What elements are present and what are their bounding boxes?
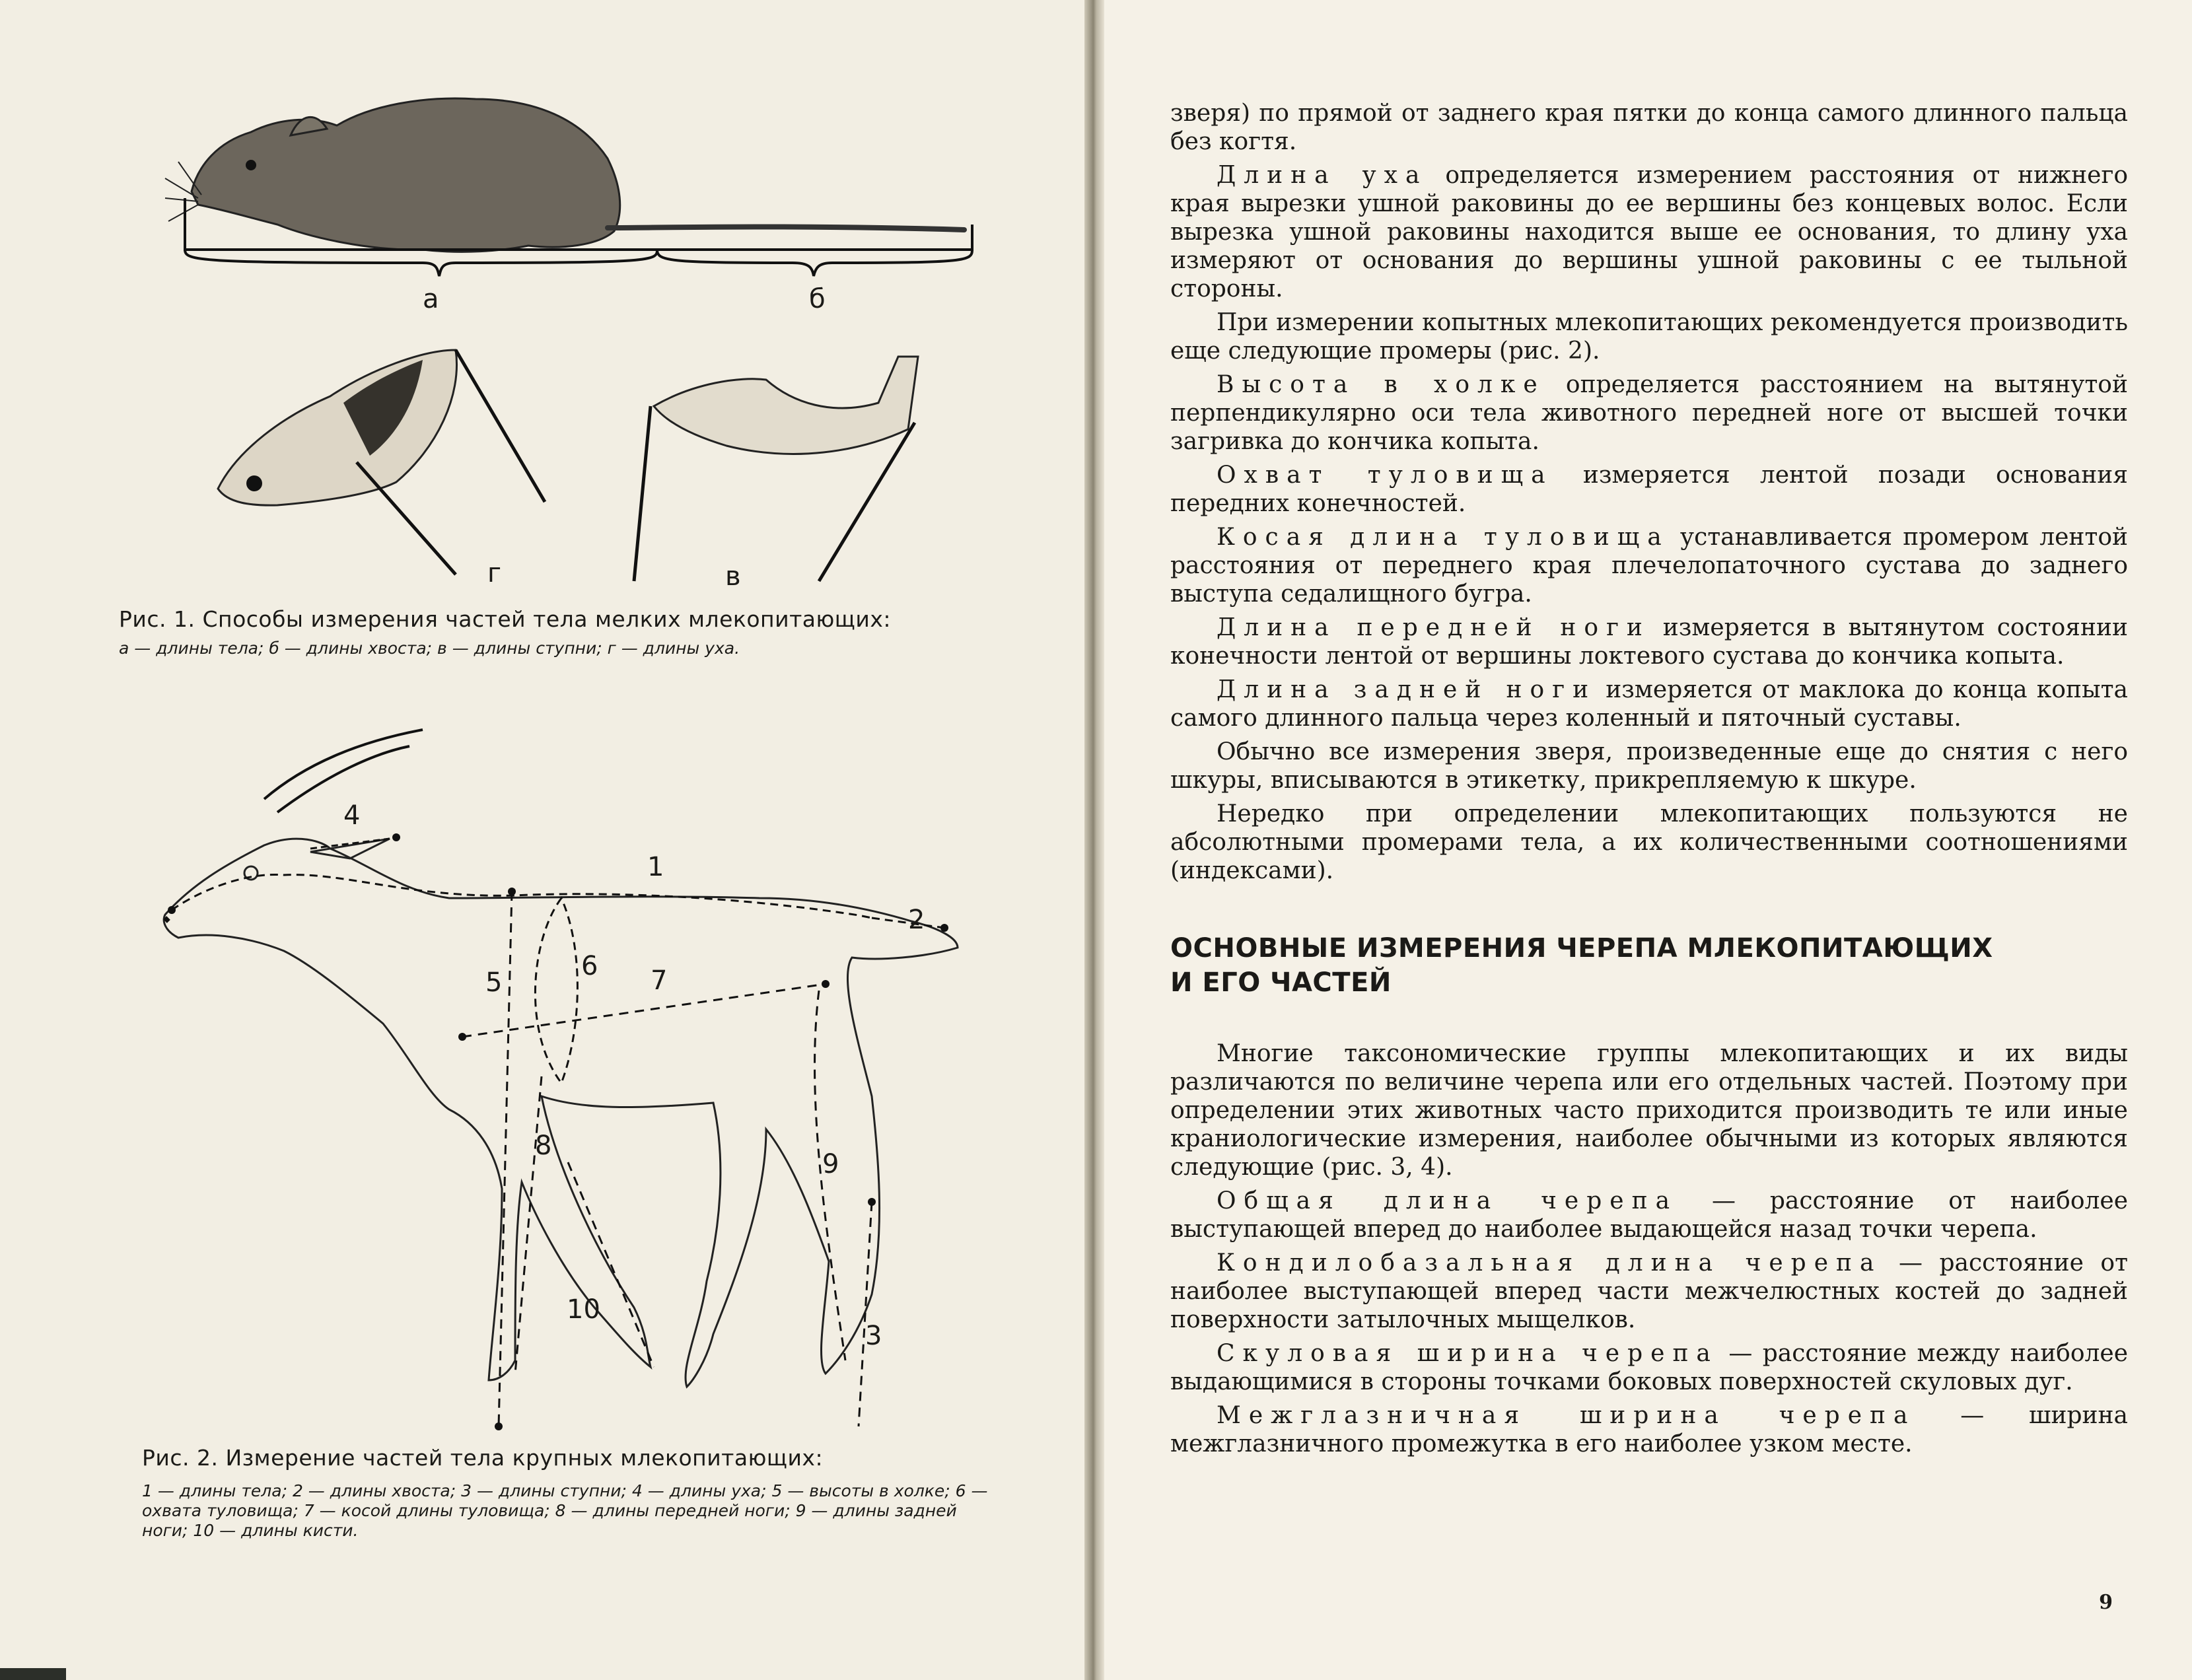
figure1-legend: а — длины тела; б — длины хвоста; в — длины ступни; г — длины уха. [119,639,740,658]
measure-5-label: 5 [485,967,503,998]
book-gutter [1084,0,1104,1680]
paragraph-withers-height: Высота в холке определяется расстоянием на вытянутой перпендикулярно оси тела животного передней ноге от высшей точки загривка до кончика копыта. [1170,371,2128,455]
term-interorbital-width: Межглазничная ширина черепа [1217,1402,1916,1429]
label-v: в [725,561,741,592]
measure-9-label: 9 [822,1149,839,1179]
section-heading: ОСНОВНЫЕ ИЗМЕРЕНИЯ ЧЕРЕПА МЛЕКОПИТАЮЩИХ И ЕГО ЧАСТЕЙ [1170,933,1993,998]
measure-6-label: 6 [581,951,598,981]
label-b: б [809,284,826,314]
paragraph-indices: Нередко при определении млекопитающих пользуются не абсолютными промерами тела, а их количественными соотношениями (индексами). [1170,800,2128,884]
measure-1-label: 1 [647,852,664,882]
term-condylobasal-length: Кондилобазальная длина черепа [1217,1249,1882,1277]
figure1-caption [119,606,1030,658]
term-oblique-length: Косая длина туловища [1217,524,1670,551]
book-edge [0,1668,66,1680]
measure-10-label: 10 [567,1294,600,1325]
paragraph-hindleg-length: Длина задней ноги измеряется от маклока до конца копыта самого длинного пальца через коленный и пяточный суставы. [1170,676,2129,732]
paragraph-oblique-length: Косая длина туловища устанавливается промером лентой расстояния от переднего края плечелопаточного сустава до заднего выступа седалищного бугра. [1170,524,2129,608]
measure-3-label: 3 [865,1321,882,1351]
term-zygomatic-width: Скуловая ширина черепа [1217,1340,1718,1367]
term-girth: Охват туловища [1217,462,1553,489]
measure-7-label: 7 [651,965,668,996]
paragraph-interorbital-width: Межглазничная ширина черепа — ширина межглазничного промежутка в его наиболее узком месте. [1170,1402,2128,1457]
paragraph-condylobasal-length: Кондилобазальная длина черепа — расстояние от наиболее выступающей вперед части межчелюстных костей до задней поверхности затылочных мыщелков. [1170,1249,2128,1333]
paragraph-ungulates: При измерении копытных млекопитающих рекомендуется производить еще следующие промеры (рис. 2). [1170,309,2128,365]
rat-illustration [0,0,1084,343]
term-total-skull-length: Общая длина черепа [1217,1187,1678,1214]
ear-and-foot-illustration [0,330,1084,608]
paragraph-labels: Обычно все измерения зверя, произведенные еще до снятия с него шкуры, вписываются в этикетку, прикрепляемую к шкуре. [1170,738,2128,794]
paragraph-ear-length: Длина уха определяется измерением расстояния от нижнего края вырезки ушной раковины до ее вершины без концевых волос. Если вырезка ушной раковины находится выше ее основания, то длину уха измеряют от основания до вершины ушной раковины с ее тыльной стороны. [1170,162,2128,302]
paragraph-1: зверя) по прямой от заднего края пятки до конца самого длинного пальца без когтя. [1170,100,2128,155]
figure2-legend: 1 — длины тела; 2 — длины хвоста; 3 — длины ступни; 4 — длины уха; 5 — высоты в холке; 6 — охвата туловища; 7 — косой длины туловища; 8 — длины передней ноги; 9 — длины задней ноги; 10 — длины кисти. [142,1481,988,1540]
figure1-title: Рис. 1. Способы измерения частей тела мелких млекопитающих: [119,606,891,632]
paragraph-foreleg-length: Длина передней ноги измеряется в вытянутом состоянии конечности лентой от вершины локтевого сустава до кончика копыта. [1170,614,2129,670]
figure2-title: Рис. 2. Измерение частей тела крупных млекопитающих: [142,1445,824,1471]
left-page [0,0,1084,1680]
body-text [1170,99,2128,1463]
label-a: а [423,284,439,314]
term-foreleg-length: Длина передней ноги [1217,614,1650,641]
paragraph-skull-intro: Многие таксономические группы млекопитающих и их виды различаются по величине черепа или его отдельных частей. Поэтому при определении этих животных часто приходится производить те или иные краниологические измерения, наиболее обычными из которых являются следующие (рис. 3, 4). [1170,1040,2128,1181]
paragraph-girth: Охват туловища измеряется лентой позади основания передних конечностей. [1170,462,2128,517]
measure-4-label: 4 [343,800,361,831]
paragraph-zygomatic-width: Скуловая ширина черепа — расстояние между наиболее выдающимися в стороны точками боковых поверхностей скуловых дуг. [1170,1340,2129,1395]
antelope-illustration [0,700,1084,1426]
measure-8-label: 8 [535,1131,552,1161]
term-hindleg-length: Длина задней ноги [1217,676,1597,703]
term-ear-length: Длина уха [1217,162,1428,189]
figure2-caption [142,1445,1001,1541]
right-page [1104,0,2192,1680]
measure-2-label: 2 [908,905,925,935]
term-withers-height: Высота в холке [1217,371,1545,398]
page-number: 9 [2099,1591,2113,1614]
paragraph-total-skull-length: Общая длина черепа — расстояние от наиболее выступающей вперед до наиболее выдающейся назад точки черепа. [1170,1187,2128,1243]
label-g: г [487,558,502,588]
